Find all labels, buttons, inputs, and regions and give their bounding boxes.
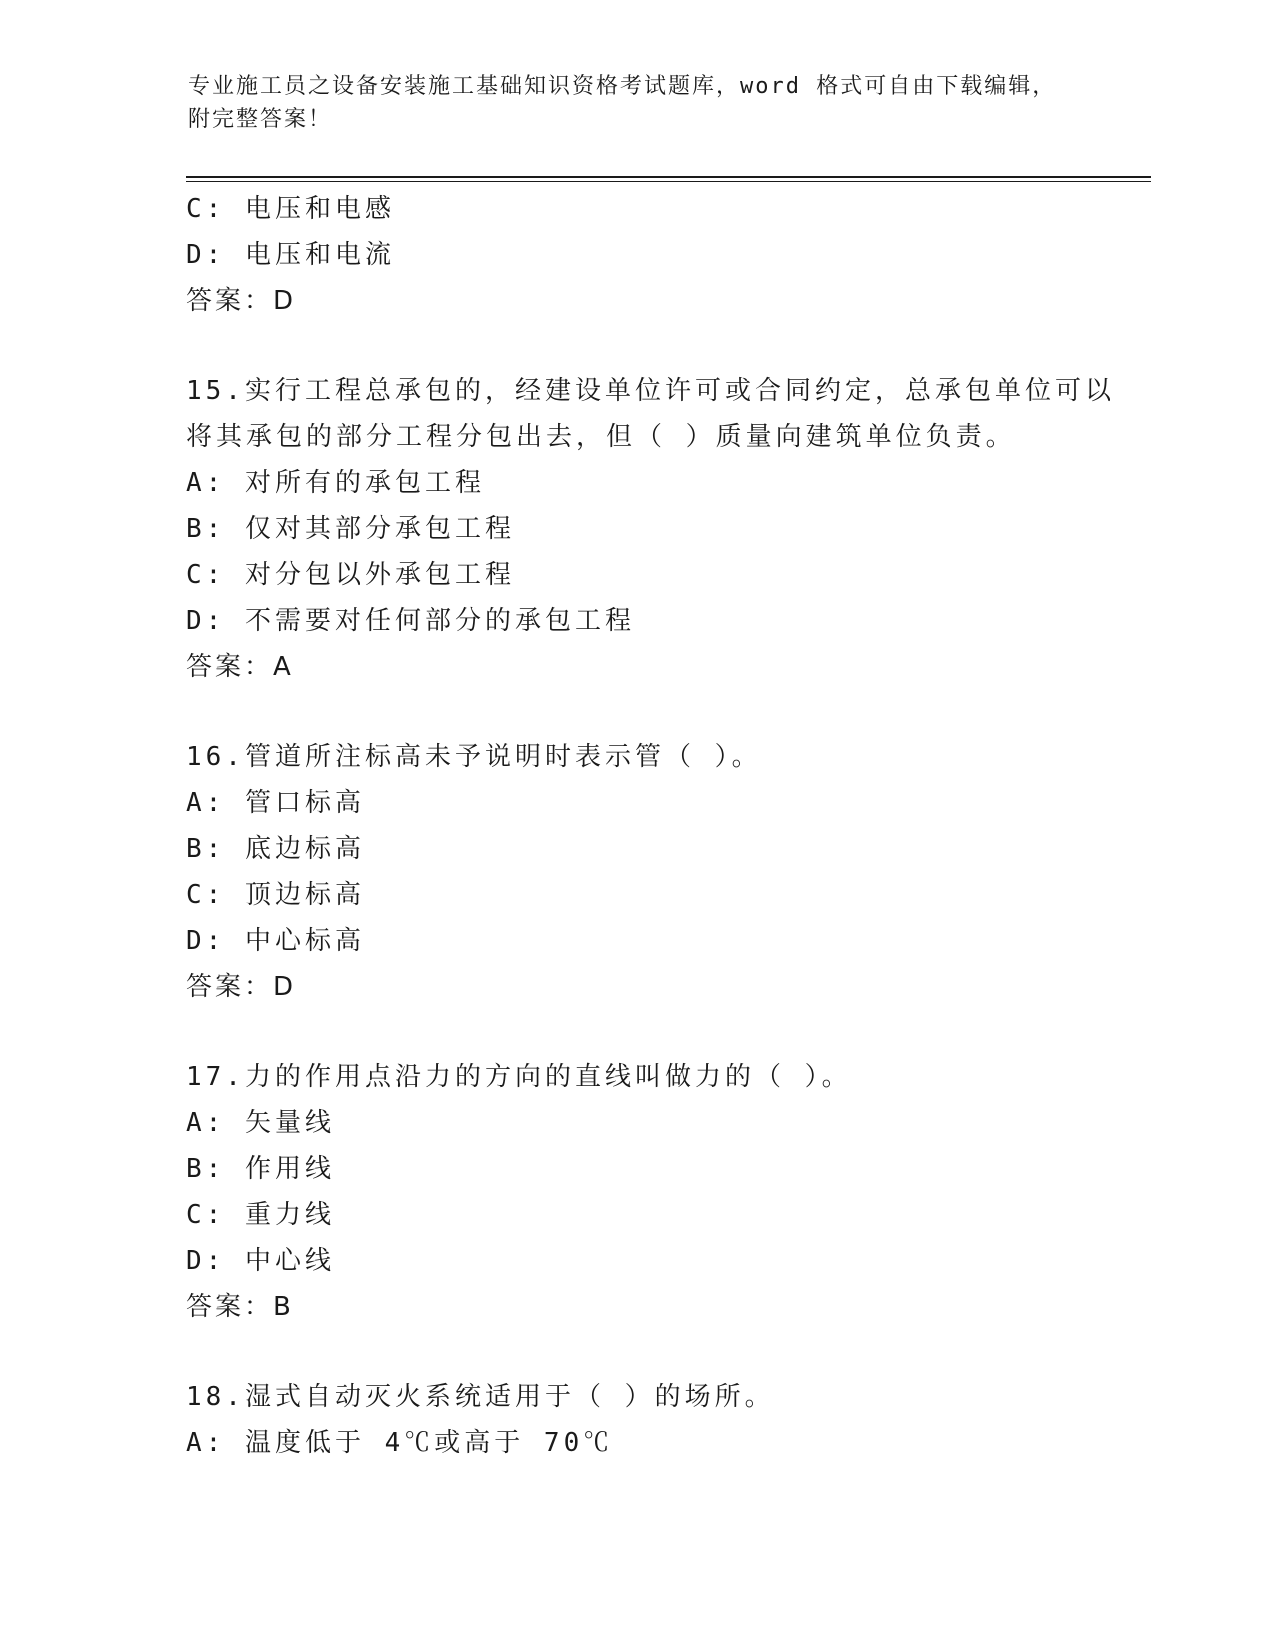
option-d: D: 中心线 bbox=[186, 1246, 335, 1276]
question-block-14 bbox=[186, 186, 1146, 324]
option-d: D: 中心标高 bbox=[186, 926, 365, 956]
option-b: B: 仅对其部分承包工程 bbox=[186, 514, 515, 544]
answer-line: 答案：D bbox=[186, 286, 297, 316]
spacer bbox=[186, 690, 1146, 734]
option-a: A: 对所有的承包工程 bbox=[186, 468, 485, 498]
spacer bbox=[186, 324, 1146, 368]
spacer bbox=[186, 1330, 1146, 1374]
answer-line: 答案：D bbox=[186, 972, 297, 1002]
option-c: C: 重力线 bbox=[186, 1200, 335, 1230]
question-block-16 bbox=[186, 734, 1146, 1010]
header-divider-thin bbox=[186, 181, 1151, 182]
option-a: A: 矢量线 bbox=[186, 1108, 335, 1138]
question-stem: 18.湿式自动灭火系统适用于（ ）的场所。 bbox=[186, 1382, 775, 1412]
option-c: C: 顶边标高 bbox=[186, 880, 365, 910]
question-stem-continued: 将其承包的部分工程分包出去，但（ ）质量向建筑单位负责。 bbox=[186, 422, 1016, 452]
header-line-2: 附完整答案！ bbox=[188, 107, 333, 132]
document-header bbox=[188, 70, 1088, 136]
header-line-1: 专业施工员之设备安装施工基础知识资格考试题库，word 格式可自由下载编辑， bbox=[188, 74, 1057, 99]
header-divider-thick bbox=[186, 176, 1151, 178]
answer-line: 答案：A bbox=[186, 652, 294, 682]
question-content bbox=[186, 186, 1146, 1466]
option-c: C: 电压和电感 bbox=[186, 194, 395, 224]
option-b: B: 底边标高 bbox=[186, 834, 365, 864]
question-block-17 bbox=[186, 1054, 1146, 1330]
option-d: D: 电压和电流 bbox=[186, 240, 395, 270]
question-block-15 bbox=[186, 368, 1146, 690]
option-d: D: 不需要对任何部分的承包工程 bbox=[186, 606, 635, 636]
option-a: A: 温度低于 4℃或高于 70℃ bbox=[186, 1428, 614, 1458]
question-stem: 17.力的作用点沿力的方向的直线叫做力的（ ）。 bbox=[186, 1062, 852, 1092]
option-c: C: 对分包以外承包工程 bbox=[186, 560, 515, 590]
option-a: A: 管口标高 bbox=[186, 788, 365, 818]
answer-line: 答案：B bbox=[186, 1292, 294, 1322]
question-stem: 16.管道所注标高未予说明时表示管（ ）。 bbox=[186, 742, 762, 772]
question-block-18 bbox=[186, 1374, 1146, 1466]
question-stem: 15.实行工程总承包的，经建设单位许可或合同约定，总承包单位可以 bbox=[186, 376, 1115, 406]
option-b: B: 作用线 bbox=[186, 1154, 335, 1184]
spacer bbox=[186, 1010, 1146, 1054]
